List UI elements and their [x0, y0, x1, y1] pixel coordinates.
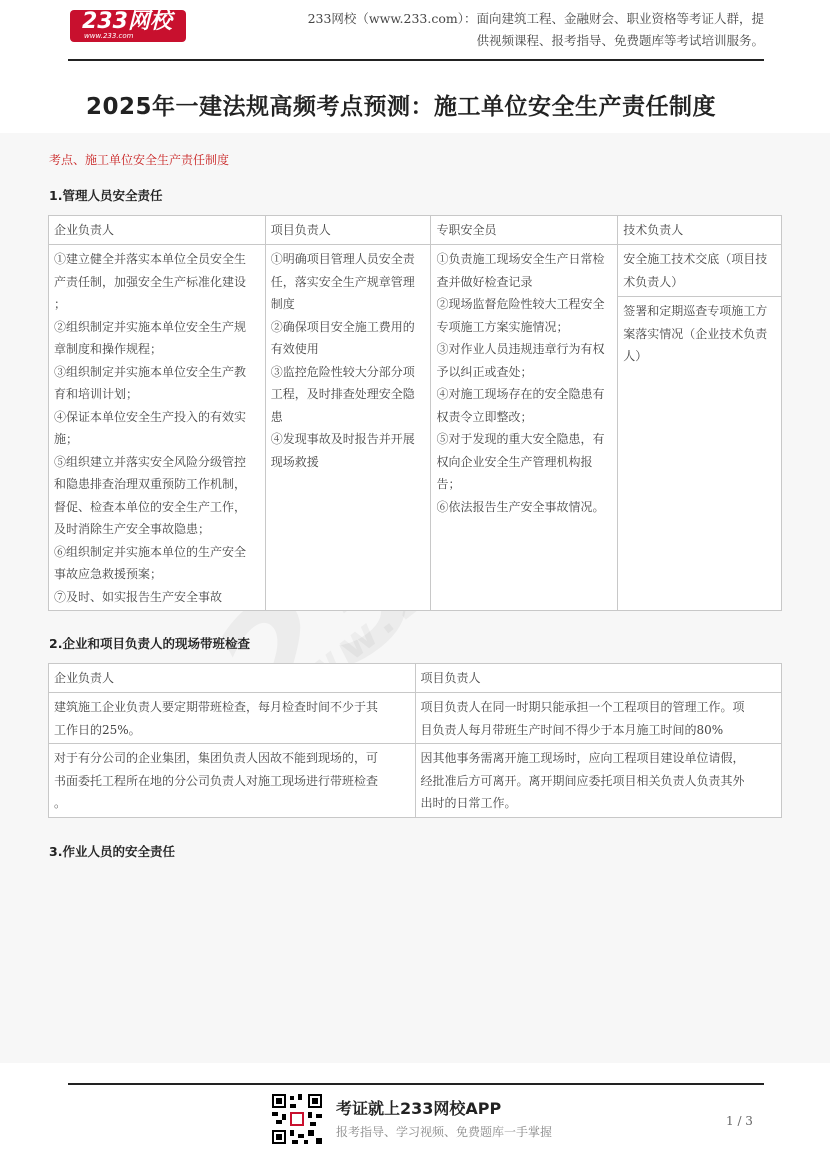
- cell-line: 施；: [54, 432, 79, 446]
- cell-line: 权责令立即整改；: [436, 409, 533, 424]
- cell-line: 人）: [623, 349, 648, 363]
- cell-line: 章制度和操作规程；: [54, 342, 163, 356]
- footer-app-title: 考证就上233网校APP: [336, 1099, 502, 1118]
- cell-line: ⑤对于发现的重大安全隐患，有: [436, 432, 605, 446]
- table-row: [49, 744, 782, 818]
- table-cell: [415, 744, 782, 818]
- cell-line: 目负责人每月带班生产时间不得少于本月施工时间的80%: [420, 722, 724, 737]
- header-divider: [68, 59, 764, 61]
- cell-line: 安全施工技术交底（项目技: [623, 252, 768, 266]
- cell-line: 制度: [270, 297, 295, 311]
- table-header-row: [49, 664, 782, 693]
- cell-line: 予以纠正或查处；: [436, 364, 533, 379]
- section-2-heading: 2.企业和项目负责人的现场带班检查: [49, 636, 250, 651]
- cell-line: 查并做好检查记录: [436, 274, 533, 289]
- header-cell: 企业负责人: [49, 664, 416, 693]
- cell-line: 对于有分公司的企业集团，集团负责人因故不能到现场的，可: [54, 751, 379, 765]
- logo-text: 233网校: [82, 9, 172, 34]
- cell-line: 育和培训计划；: [54, 387, 139, 401]
- cell-line: 经批准后方可离开。离开期间应委托项目相关负责人负责其外: [420, 773, 745, 788]
- header-description: [268, 8, 764, 52]
- header-cell: 项目负责人: [265, 216, 431, 245]
- cell-line: 告；: [436, 477, 461, 491]
- cell-line: 建筑施工企业负责人要定期带班检查，每月检查时间不少于其: [54, 700, 379, 714]
- cell-line: 工程，及时排查处理安全隐: [270, 387, 415, 401]
- table-cell: [49, 693, 416, 744]
- cell-line: 签署和定期巡查专项施工方: [623, 304, 768, 318]
- cell-line: 事故应急救援预案；: [54, 567, 163, 581]
- cell-line: ④发现事故及时报告并开展: [270, 432, 415, 446]
- cell-line: 案落实情况（企业技术负责: [623, 326, 768, 341]
- cell-line: 权向企业安全生产管理机构报: [436, 454, 593, 469]
- cell-line: ③对作业人员违规违章行为有权: [436, 342, 605, 356]
- safety-officer-duties: [431, 245, 618, 611]
- page-title: 2025年一建法规高频考点预测：施工单位安全生产责任制度: [86, 94, 717, 120]
- cell-line: 项目负责人在同一时期只能承担一个工程项目的管理工作。项: [420, 700, 745, 714]
- cell-line: ；: [54, 297, 67, 311]
- cell-line: 患: [270, 409, 283, 424]
- cell-line: 任，落实安全生产规章管理: [270, 274, 415, 289]
- header-cell: 技术负责人: [618, 216, 782, 245]
- cell-line: ⑦及时、如实报告生产安全事故: [54, 589, 223, 604]
- cell-line: ③组织制定并实施本单位安全生产教: [54, 364, 247, 379]
- cell-line: 和隐患排查治理双重预防工作机制，: [54, 477, 247, 491]
- cell-line: ②确保项目安全施工费用的: [270, 319, 415, 334]
- cell-line: 书面委托工程所在地的分公司负责人对施工现场进行带班检查: [54, 773, 379, 788]
- section-3-heading: 3.作业人员的安全责任: [49, 844, 175, 859]
- cell-line: ③监控危险性较大分部分项: [270, 364, 415, 379]
- section-1-heading: 1.管理人员安全责任: [49, 188, 163, 203]
- management-responsibility-table: [48, 215, 782, 611]
- cell-line: 督促、检查本单位的安全生产工作，: [54, 499, 247, 514]
- cell-line: ②现场监督危险性较大工程安全: [436, 297, 605, 311]
- footer-subtitle: 报考指导、学习视频、免费题库一手掌握: [336, 1125, 553, 1139]
- table-cell: [415, 693, 782, 744]
- table-row: [49, 693, 782, 744]
- cell-line: 有效使用: [270, 342, 319, 356]
- 233-logo[interactable]: [70, 8, 202, 46]
- tech-head-duty-2: [618, 297, 782, 611]
- cell-line: 因其他事务需离开施工现场时，应向工程项目建设单位请假，: [420, 751, 745, 765]
- enterprise-head-duties: [49, 245, 266, 611]
- cell-line: ②组织制定并实施本单位安全生产规: [54, 319, 247, 334]
- cell-line: ⑥依法报告生产安全事故情况。: [436, 499, 605, 514]
- on-site-inspection-table: [48, 663, 782, 818]
- logo-url: www.233.com: [84, 32, 134, 40]
- cell-line: 术负责人）: [623, 274, 684, 289]
- header-desc-line: 供视频课程、报考指导、免费题库等考试培训服务。: [476, 33, 764, 48]
- topic-heading: 考点、施工单位安全生产责任制度: [49, 153, 230, 167]
- cell-line: 专项施工方案实施情况；: [436, 319, 569, 334]
- cell-line: ①建立健全并落实本单位全员安全生: [54, 252, 247, 266]
- cell-line: 。: [54, 796, 67, 810]
- cell-line: 出时的日常工作。: [420, 796, 517, 810]
- tech-head-duty-1: [618, 245, 782, 297]
- cell-line: ⑤组织建立并落实安全风险分级管控: [54, 454, 247, 469]
- header-cell: 项目负责人: [415, 664, 782, 693]
- cell-line: ①明确项目管理人员安全责: [270, 252, 415, 266]
- cell-line: ⑥组织制定并实施本单位的生产安全: [54, 544, 247, 559]
- project-head-duties: [265, 245, 431, 611]
- cell-line: ①负责施工现场安全生产日常检: [436, 252, 605, 266]
- table-header-row: [49, 216, 782, 245]
- page-number: 1 / 3: [726, 1114, 753, 1128]
- page-header: [0, 0, 830, 62]
- header-cell: 专职安全员: [431, 216, 618, 245]
- cell-line: ④对施工现场存在的安全隐患有: [436, 387, 605, 401]
- cell-line: ④保证本单位安全生产投入的有效实: [54, 409, 247, 424]
- header-desc-line: 233网校（www.233.com）：面向建筑工程、金融财会、职业资格等考证人群，提: [307, 11, 764, 26]
- cell-line: 产责任制，加强安全生产标准化建设: [54, 274, 247, 289]
- header-cell: 企业负责人: [49, 216, 266, 245]
- cell-line: 工作日的25%。: [54, 722, 141, 737]
- footer-divider: [68, 1083, 764, 1085]
- table-cell: [49, 744, 416, 818]
- cell-line: 及时消除生产安全事故隐患；: [54, 522, 211, 536]
- table-row: [49, 245, 782, 297]
- cell-line: 现场救援: [270, 454, 319, 469]
- qr-code-icon[interactable]: [272, 1094, 322, 1144]
